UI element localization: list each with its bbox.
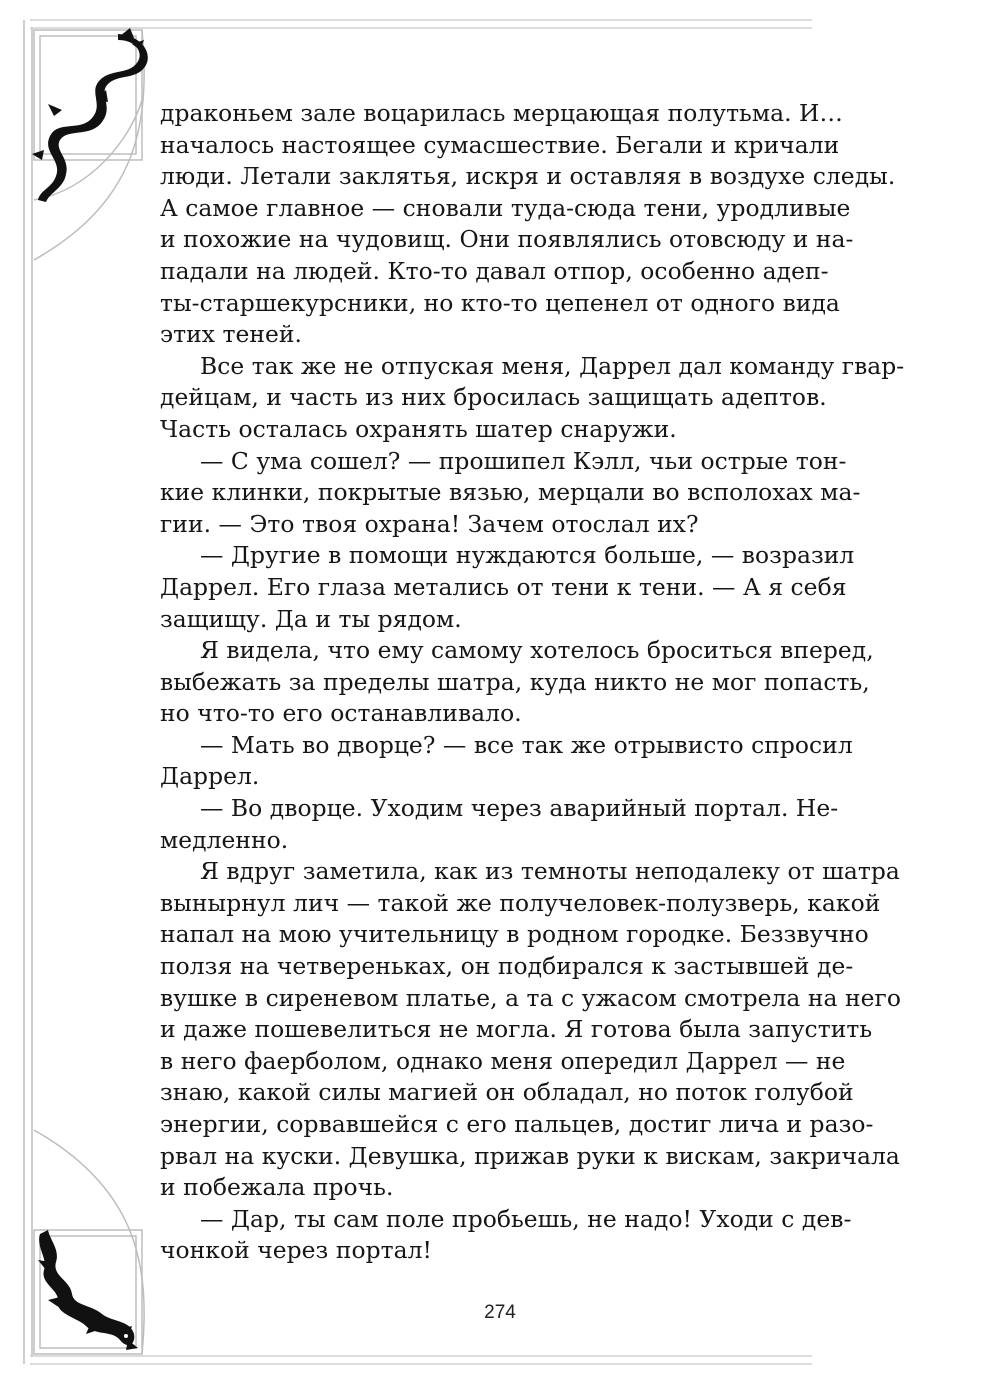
- text-line: Я видела, что ему самому хотелось броситься вперед,: [200, 636, 874, 665]
- text-line: и побежала прочь.: [160, 1173, 394, 1202]
- left-frame-border: [24, 20, 144, 1364]
- text-line: — С ума сошел? — прошипел Кэлл, чьи острые тон-: [200, 446, 847, 475]
- top-chain-border: [30, 20, 812, 28]
- text-line: Все так же не отпуская меня, Даррел дал команду гвар-: [200, 351, 905, 380]
- text-line: в него фаерболом, однако меня опередил Даррел — не: [160, 1046, 846, 1075]
- text-line: Я вдруг заметила, как из темноты неподалеку от шатра: [200, 857, 900, 886]
- text-line: А самое главное — сновали туда-сюда тени, уродливые: [160, 193, 851, 222]
- text-line: чонкой через портал!: [160, 1236, 432, 1265]
- text-line: защищу. Да и ты рядом.: [160, 604, 462, 633]
- text-line: Часть осталась охранять шатер снаружи.: [160, 414, 677, 443]
- text-line: — Дар, ты сам поле пробьешь, не надо! Уходи с дев-: [200, 1204, 852, 1233]
- text-line: напал на мою учительницу в родном городке. Беззвучно: [160, 920, 869, 949]
- text-line: рвал на куски. Девушка, прижав руки к вискам, закричала: [160, 1141, 900, 1170]
- body-text: [160, 98, 905, 1267]
- text-line: вынырнул лич — такой же получеловек-полузверь, какой: [160, 888, 881, 917]
- text-line: Даррел. Его глаза метались от тени к тени. — А я себя: [160, 572, 847, 601]
- text-line: — Другие в помощи нуждаются больше, — возразил: [200, 541, 855, 570]
- text-line: — Во дворце. Уходим через аварийный портал. Не-: [200, 794, 839, 823]
- dragon-bottom-icon: [38, 1230, 138, 1350]
- text-line: и похожие на чудовищ. Они появлялись отовсюду и на-: [160, 225, 854, 254]
- text-line: знаю, какой силы магией он обладал, но поток голубой: [160, 1078, 854, 1107]
- text-line: Даррел.: [160, 762, 260, 791]
- text-line: драконьем зале воцарилась мерцающая полутьма. И…: [160, 99, 843, 127]
- text-line: этих теней.: [160, 320, 303, 349]
- text-line: ты-старшекурсники, но кто-то цепенел от одного вида: [160, 288, 840, 317]
- text-line: но что-то его останавливало.: [160, 699, 522, 728]
- dragon-top-icon: [32, 28, 148, 202]
- text-line: дейцам, и часть из них бросилась защищать адептов.: [160, 383, 827, 412]
- text-line: ползя на четвереньках, он подбирался к застывшей де-: [160, 952, 854, 981]
- text-line: вушке в сиреневом платье, а та с ужасом смотрела на него: [160, 983, 901, 1012]
- text-line: гии. — Это твоя охрана! Зачем отослал их?: [160, 509, 699, 538]
- text-line: падали на людей. Кто-то давал отпор, особенно адеп-: [160, 256, 829, 285]
- text-line: началось настоящее сумасшествие. Бегали и кричали: [160, 130, 840, 159]
- text-line: — Мать во дворце? — все так же отрывисто спросил: [200, 730, 853, 759]
- text-line: кие клинки, покрытые вязью, мерцали во всполохах ма-: [160, 478, 861, 507]
- text-line: выбежать за пределы шатра, куда никто не мог попасть,: [160, 667, 870, 696]
- text-line: люди. Летали заклятья, искря и оставляя в воздухе следы.: [160, 162, 896, 191]
- page-number: 274: [484, 1302, 516, 1323]
- bottom-chain-border: [30, 1356, 812, 1364]
- text-line: энергии, сорвавшейся с его пальцев, достиг лича и разо-: [160, 1110, 874, 1138]
- text-line: и даже пошевелиться не могла. Я готова была запустить: [160, 1015, 873, 1044]
- text-line: медленно.: [160, 825, 289, 854]
